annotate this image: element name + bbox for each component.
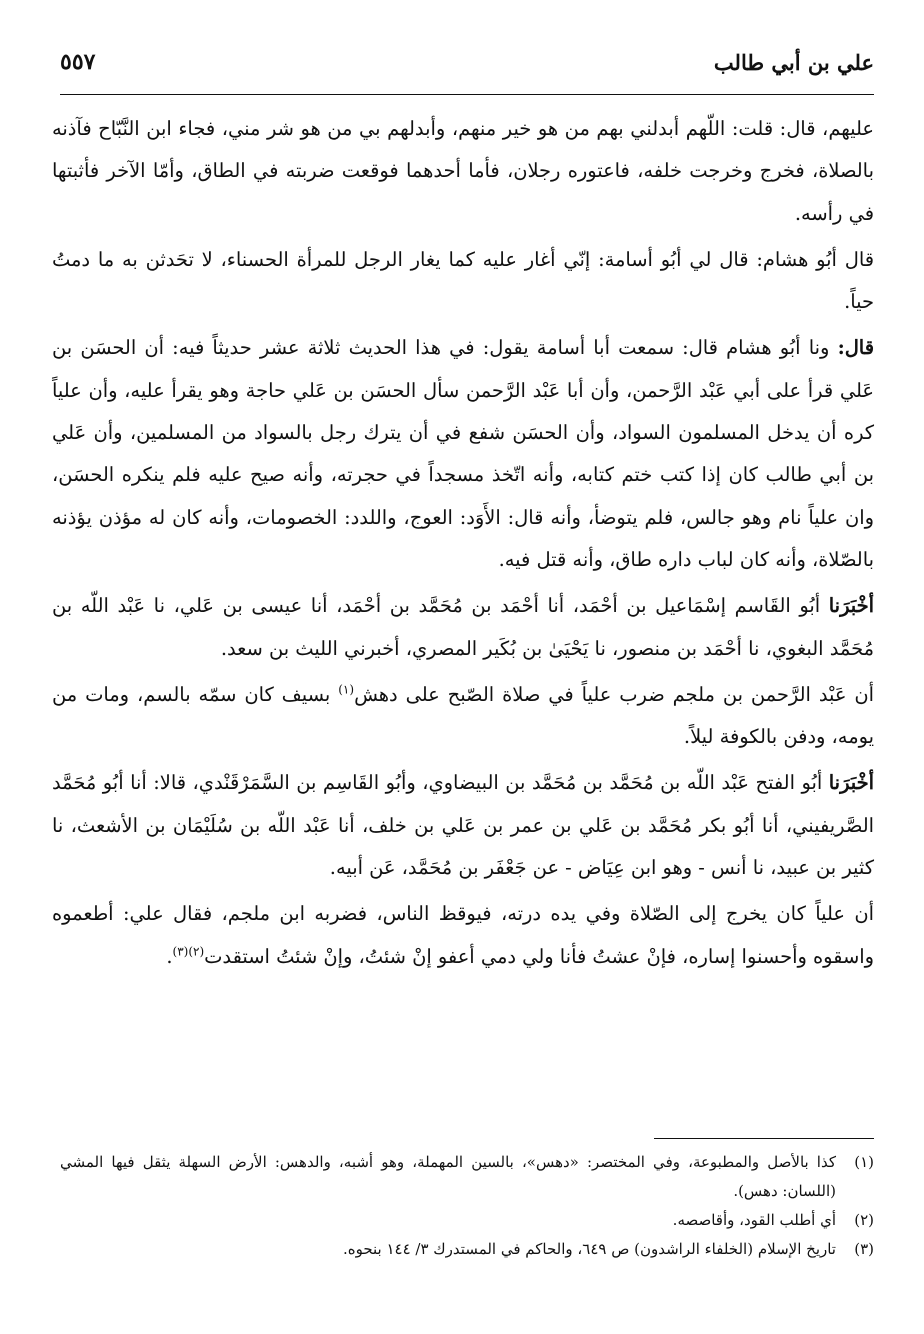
footnotes <box>60 1148 874 1264</box>
paragraph <box>52 762 874 889</box>
footnote-text: أي أطلب القود، وأقاصصه. <box>672 1211 836 1229</box>
paragraph-text: أبُو القَاسم إسْمَاعيل بن أحْمَد، أنا أحْمَد بن مُحَمَّد بن أحْمَد، أنا عيسى بن عَلي، نا عَبْد اللّه بن مُحَمَّد البغوي، نا أحْمَد بن منصور، نا يَحْيَىٰ بن بُكَير المصري، أخبرني الليث بن سعد. <box>52 594 874 660</box>
paragraph-text: بسيف كان سمّه بالسم، ومات من يومه، ودفن بالكوفة ليلاً. <box>52 682 874 749</box>
footnote-number: (١) <box>854 1153 874 1171</box>
footnote-ref: (١) <box>338 682 355 697</box>
paragraph-lead: أخْبَرَنا <box>828 771 874 795</box>
paragraph <box>52 327 874 581</box>
page-number: ٥٥٧ <box>60 49 96 75</box>
footnote <box>60 1235 874 1264</box>
footnote <box>60 1148 874 1206</box>
paragraph-text: أن عَبْد الرَّحمن بن ملجم ضرب علياً في صلاة الصّبح على دهش <box>354 682 874 706</box>
paragraph-text: عليهم، قال: قلت: اللّهم أبدلني بهم من هو خير منهم، وأبدلهم بي من هو شر مني، فجاء ابن النَّبّاح فآذنه بالصلاة، فخرج وخرجت خلفه، فاعتوره رجلان، فأما أحدهما فوقعت ضربته في الطاق، وأمّا الآخر فأثبتها في رأسه. <box>52 117 874 225</box>
footnote-ref: (٢)(٣) <box>172 944 205 959</box>
paragraph-lead: أخْبَرَنا <box>828 594 874 618</box>
paragraph-text: أبُو الفتح عَبْد اللّه بن مُحَمَّد بن مُحَمَّد بن البيضاوي، وأبُو القَاسِم بن السَّمَرْقَنْدي، قالا: أنا أبُو مُحَمَّد الصَّريفيني، أنا أبُو بكر مُحَمَّد بن عَلي بن عمر بن عَلي بن خلف، أنا عَبْد اللّه بن سُلَيْمَان بن الأشعث، نا كثير بن عبيد، نا أنس - وهو ابن عِيَاض - عن جَعْفَر بن مُحَمَّد، عَن أبيه. <box>52 771 874 880</box>
paragraph <box>52 585 874 670</box>
running-title: علي بن أبي طالب <box>713 49 874 75</box>
paragraph <box>52 239 874 324</box>
footnote-number: (٢) <box>854 1211 874 1229</box>
paragraph <box>52 674 874 759</box>
footnote-text: تاريخ الإسلام (الخلفاء الراشدون) ص ٦٤٩، والحاكم في المستدرك ٣/ ١٤٤ بنحوه. <box>342 1240 836 1258</box>
paragraph-text: أن علياً كان يخرج إلى الصّلاة وفي يده درته، فيوقظ الناس، فضربه ابن ملجم، فقال علي: أطعموه واسقوه وأحسنوا إساره، فإنْ عشتُ فأنا ولي دمي أعفو إنْ شئتُ، وإنْ شئتُ استقدت <box>52 902 874 968</box>
paragraph <box>52 108 874 235</box>
page-header <box>60 38 874 86</box>
main-text <box>52 108 874 978</box>
paragraph-lead: قال: <box>837 336 874 360</box>
footnote-text: كذا بالأصل والمطبوعة، وفي المختصر: «دهس»، بالسين المهملة، وهو أشبه، والدهس: الأرض السهلة يثقل فيها المشي (اللسان: دهس). <box>60 1153 836 1200</box>
paragraph-text: . <box>166 944 173 968</box>
paragraph <box>52 893 874 978</box>
footnote <box>60 1206 874 1235</box>
header-rule <box>60 94 874 95</box>
footnote-number: (٣) <box>854 1240 874 1258</box>
footnote-rule <box>654 1138 874 1139</box>
paragraph-text: قال أبُو هشام: قال لي أبُو أسامة: إنّي أغار عليه كما يغار الرجل للمرأة الحسناء، لا تحَدثن به ما دمتُ حياً. <box>52 247 874 314</box>
paragraph-text: ونا أبُو هشام قال: سمعت أبا أسامة يقول: في هذا الحديث ثلاثة عشر حديثاً فيه: أن الحسَن بن عَلي قرأ على أبي عَبْد الرَّحمن، وأن أبا عَبْد الرَّحمن سأل الحسَن بن عَلي حاجة وهو يقرأ عليه، وأن علياً كره أن يدخل المسلمون السواد، وأن الحسَن شفع في أن يترك رجل بالسواد من المسلمين، وأن عَلي بن أبي طالب كان إذا كتب ختم كتابه، وأنه اتّخذ مسجداً في حجرته، وأنه صيح عليه فلم ينكره الحسَن، وان علياً نام وهو جالس، فلم يتوضأ، وأنه قال: الأَوَد: العوج، واللدد: الخصومات، وأنه كان له مؤذن يؤذنه بالصّلاة، وأنه كان لباب داره طاق، وأنه قتل فيه. <box>52 336 874 571</box>
